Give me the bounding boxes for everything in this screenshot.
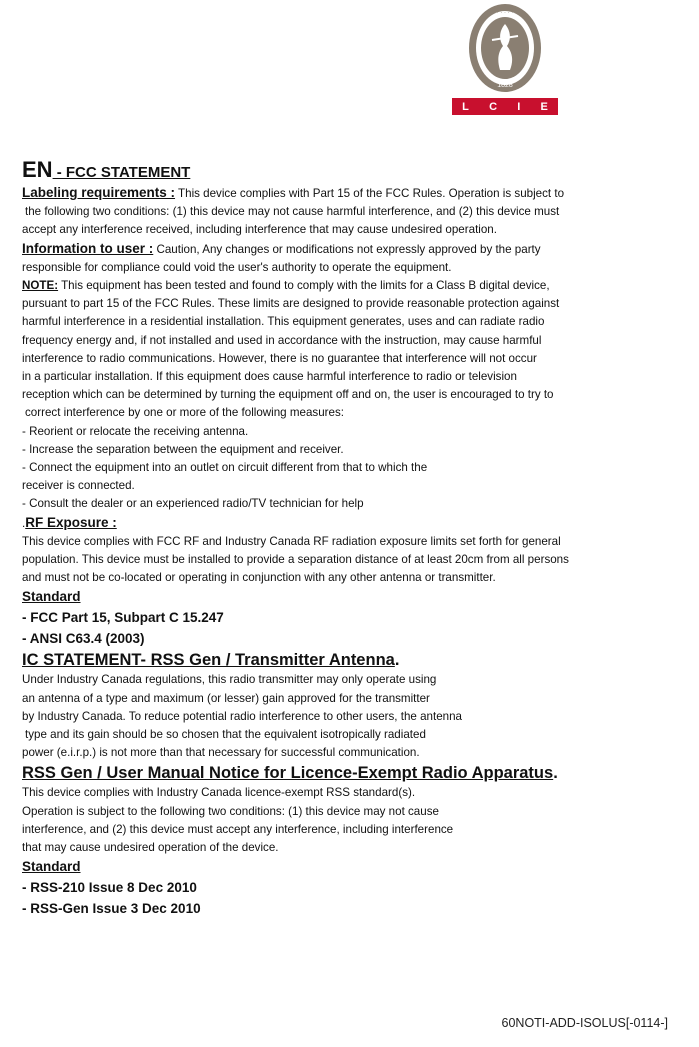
list-item: - Reorient or relocate the receiving antenna.	[22, 424, 249, 438]
text-line: that may cause undesired operation of the device.	[22, 841, 279, 855]
fcc-heading-prefix: EN	[22, 157, 53, 182]
labeling-paragraph	[22, 184, 682, 203]
text-line: and must not be co-located or operating in conjunction with any other antenna or transmitter.	[22, 571, 496, 585]
text-line: type and its gain should be so chosen that the equivalent isotropically radiated	[25, 728, 426, 742]
text-line: Caution, Any changes or modifications not expressly approved by the party	[153, 242, 541, 256]
text-line: correct interference by one or more of the following measures:	[25, 406, 344, 420]
standard-item: - RSS-Gen Issue 3 Dec 2010	[22, 901, 201, 917]
bureau-veritas-seal-icon	[452, 0, 558, 98]
document-body	[22, 156, 682, 919]
rf-exposure-heading	[22, 514, 682, 533]
rss-heading-title: RSS Gen / User Manual Notice for Licence-Exempt Radio Apparatus	[22, 764, 554, 783]
standard-item: - FCC Part 15, Subpart C 15.247	[22, 610, 224, 626]
ic-heading	[22, 649, 682, 671]
rss-standard-label: Standard	[22, 859, 81, 875]
list-item: - Consult the dealer or an experienced radio/TV technician for help	[22, 497, 364, 511]
ic-heading-tail: .	[394, 651, 400, 670]
text-line: in a particular installation. If this equipment does cause harmful interference to radio or television	[22, 370, 517, 384]
text-line: This device complies with Industry Canada licence-exempt RSS standard(s).	[22, 786, 416, 800]
text-line: responsible for compliance could void the user's authority to operate the equipment.	[22, 260, 452, 274]
text-line: harmful interference in a residential installation. This equipment generates, uses and can radiate radio	[22, 315, 545, 329]
text-line: population. This device must be installed to provide a separation distance of at least 20cm from all persons	[22, 553, 569, 567]
text-line: interference, and (2) this device must accept any interference, including interference	[22, 822, 454, 836]
note-label: NOTE:	[22, 279, 59, 293]
text-line: by Industry Canada. To reduce potential radio interference to other users, the antenna	[22, 709, 462, 723]
svg-text:· · · · ·: · · · · ·	[496, 10, 514, 16]
list-item: - Connect the equipment into an outlet on circuit different from that to which the	[22, 461, 428, 475]
text-line: frequency energy and, if not installed and used in accordance with the instruction, may cause harmful	[22, 333, 542, 347]
bureau-veritas-lcie-logo	[452, 0, 558, 116]
rf-prefix: .	[22, 516, 26, 530]
lcie-bar	[452, 98, 558, 115]
fcc-heading	[22, 156, 682, 184]
text-line: an antenna of a type and maximum (or lesser) gain approved for the transmitter	[22, 691, 430, 705]
info-label: Information to user :	[22, 240, 154, 256]
text-line: This device complies with Part 15 of the FCC Rules. Operation is subject to	[175, 187, 565, 200]
text-line: accept any interference received, including interference that may cause undesired operation.	[22, 223, 497, 237]
text-line: This device complies with FCC RF and Industry Canada RF radiation exposure limits set forth for general	[22, 534, 561, 548]
rf-exposure-label: RF Exposure :	[25, 514, 117, 530]
rss-heading-tail: .	[553, 764, 558, 783]
text-line: Under Industry Canada regulations, this radio transmitter may only operate using	[22, 673, 437, 687]
fcc-heading-title: - FCC STATEMENT	[52, 164, 191, 181]
rss-heading	[22, 762, 682, 784]
lcie-letter: I	[517, 100, 521, 113]
lcie-letter: E	[540, 100, 548, 113]
lcie-letter: C	[489, 100, 498, 113]
standard-item: - RSS-210 Issue 8 Dec 2010	[22, 880, 197, 896]
text-line: the following two conditions: (1) this device may not cause harmful interference, and (2) this device must	[25, 205, 560, 219]
info-paragraph	[22, 240, 682, 259]
note-paragraph	[22, 277, 682, 295]
text-line: Operation is subject to the following two conditions: (1) this device may not cause	[22, 804, 439, 818]
text-line: This equipment has been tested and found to comply with the limits for a Class B digital device,	[58, 279, 550, 293]
text-line: reception which can be determined by turning the equipment off and on, the user is encouraged to try to	[22, 388, 554, 402]
text-line: pursuant to part 15 of the FCC Rules. These limits are designed to provide reasonable protection against	[22, 297, 560, 311]
labeling-label: Labeling requirements :	[22, 185, 176, 200]
seal-year: 1828	[497, 82, 513, 89]
document-code: 60NOTI-ADD-ISOLUS[-0114-]	[501, 1016, 668, 1030]
fcc-standard-label: Standard	[22, 589, 81, 605]
text-line: interference to radio communications. However, there is no guarantee that interference will not occur	[22, 351, 537, 365]
lcie-letter: L	[462, 100, 469, 113]
text-line: receiver is connected.	[22, 479, 135, 493]
ic-heading-title: IC STATEMENT- RSS Gen / Transmitter Antenna	[22, 651, 395, 670]
list-item: - Increase the separation between the equipment and receiver.	[22, 442, 344, 456]
standard-item: - ANSI C63.4 (2003)	[22, 631, 145, 647]
text-line: power (e.i.r.p.) is not more than that necessary for successful communication.	[22, 746, 420, 760]
